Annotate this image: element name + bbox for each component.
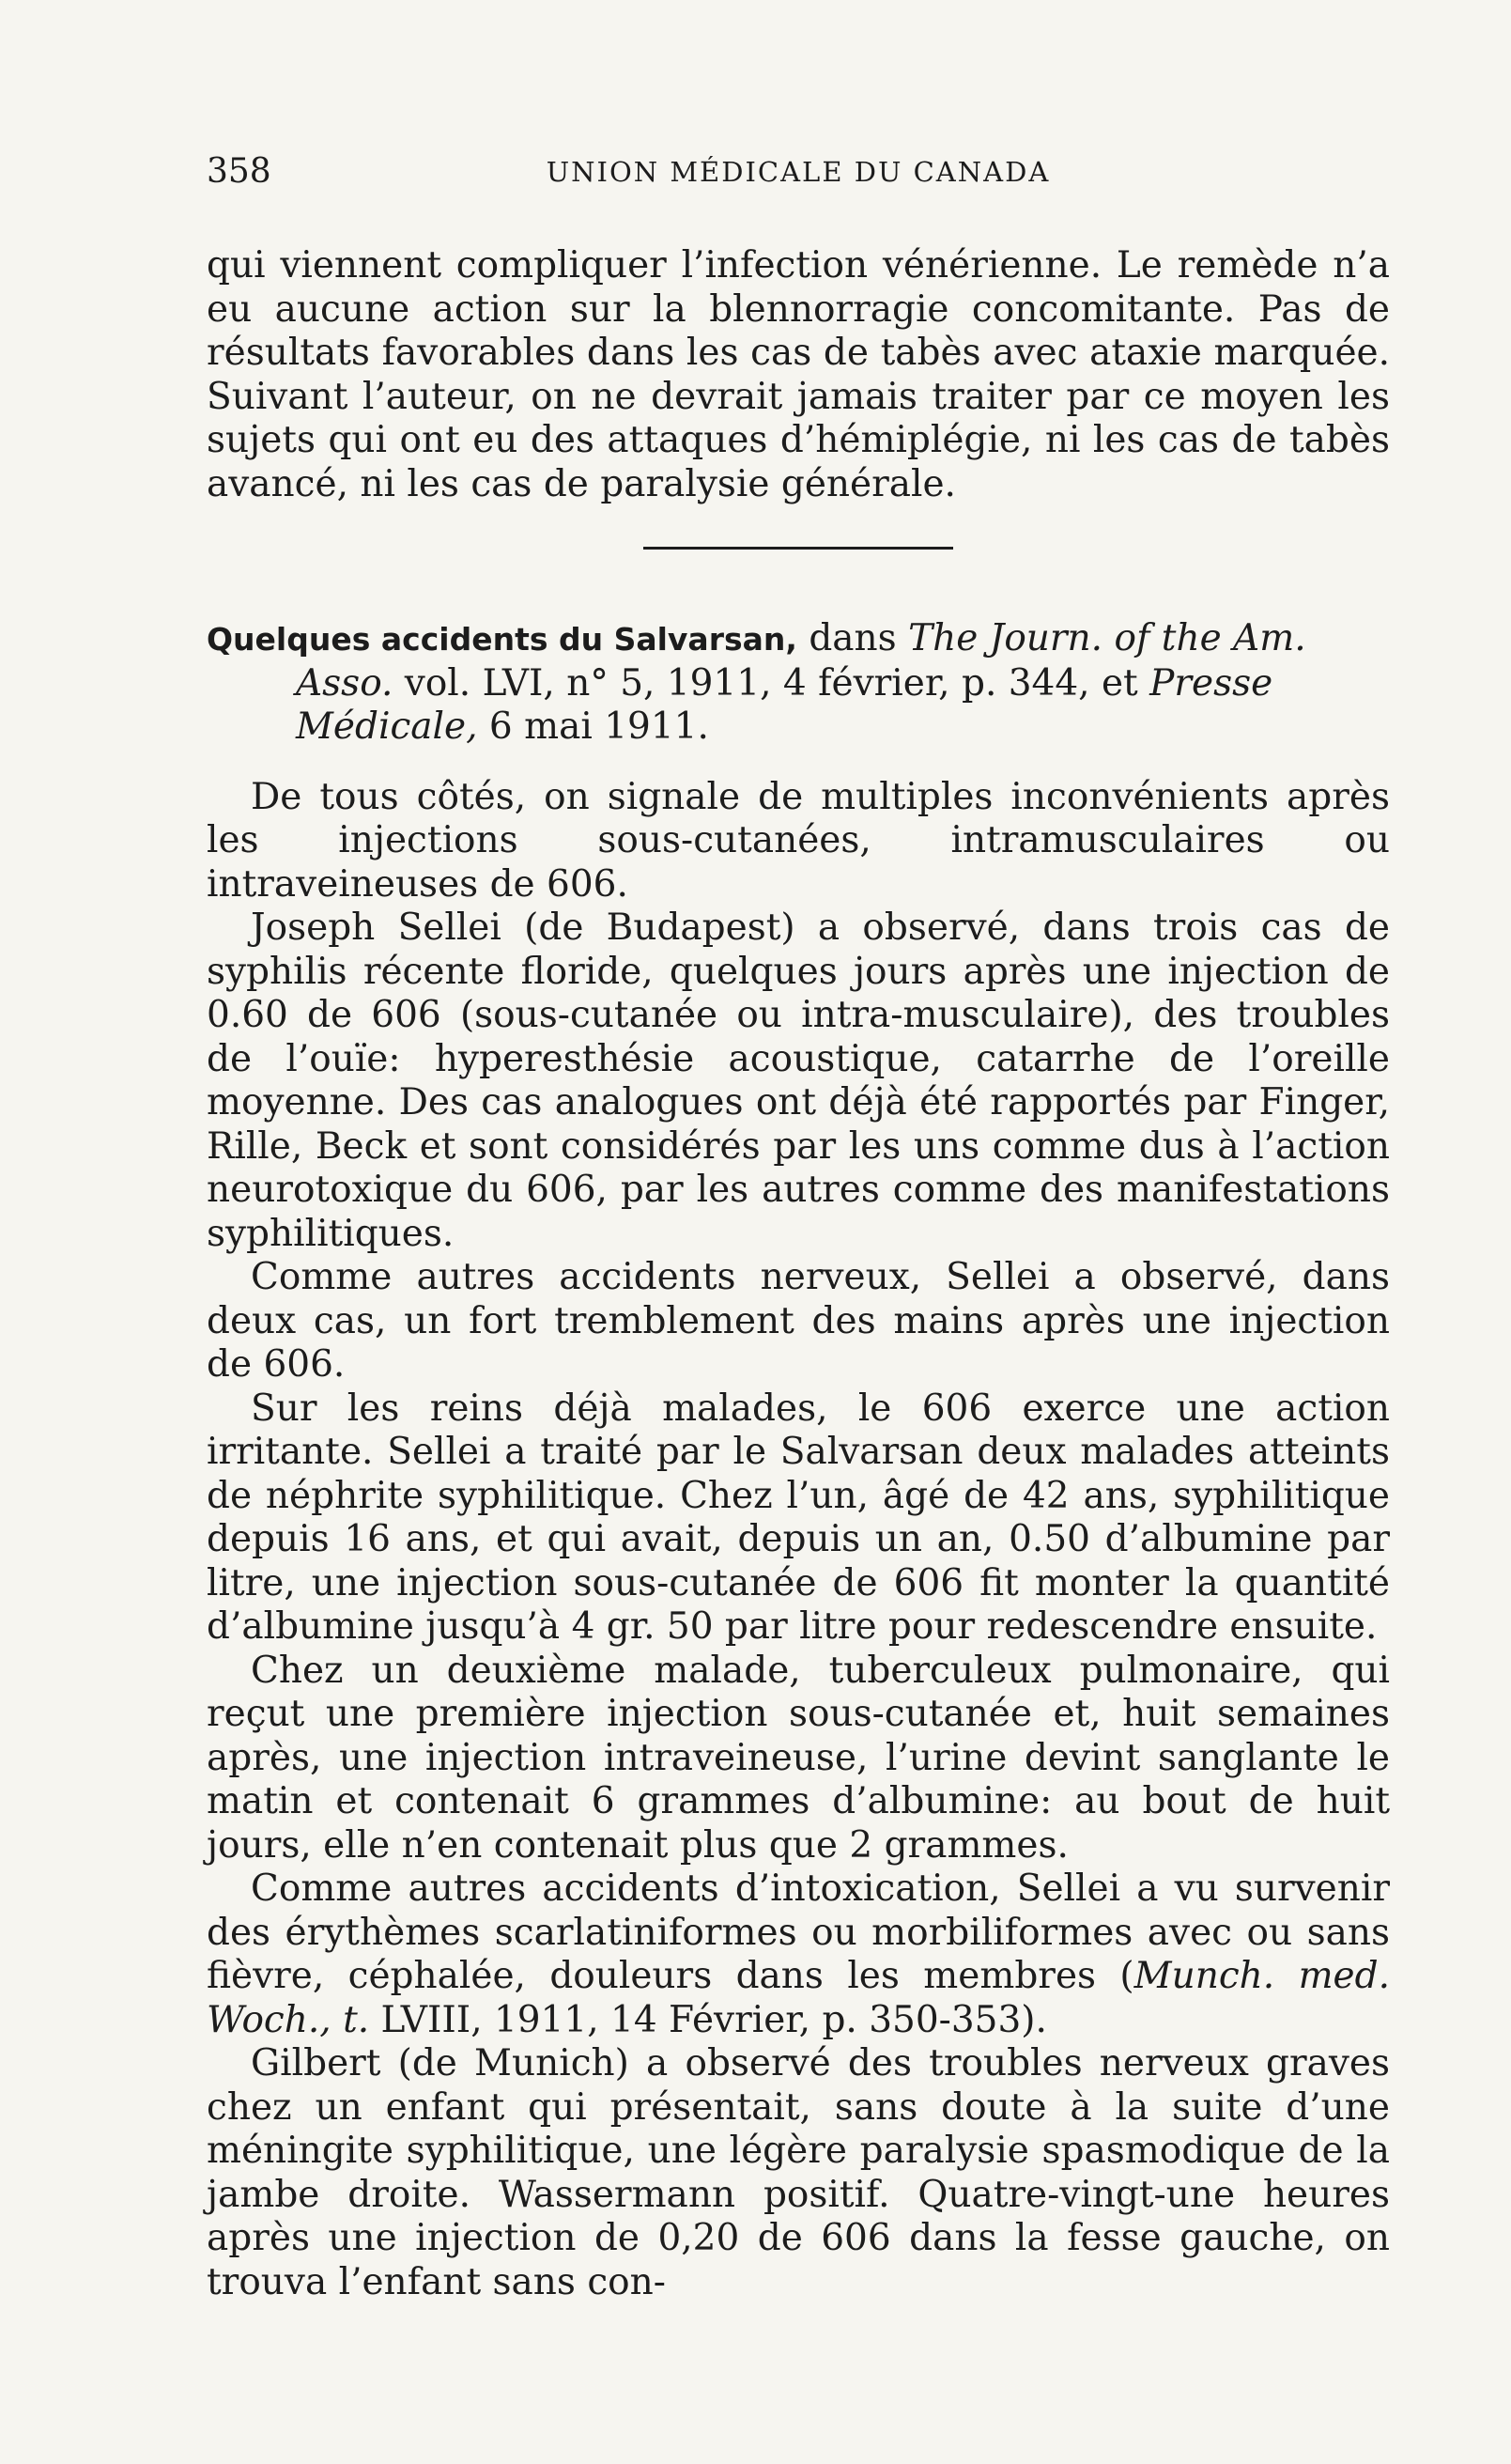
paragraph: Gilbert (de Munich) a observé des troubles nerveux graves chez un enfant qui présentait, sans doute à la suite d’une méningite syphilitique, une légère paralysie spasmodique de la jambe droite. Wassermann positif. Quatre-vingt-une heures après une injection de 0,20 de 606 dans la fesse gauche, on trouva l’enfant sans con- (207, 2042, 1390, 2303)
citation-text: 6 mai 1911. (477, 705, 709, 748)
article-citation (207, 617, 1390, 750)
journal-name: Presse Médicale, (296, 661, 1273, 748)
paragraph: De tous côtés, on signale de multiples inconvénients après les injections sous-cutanées, intramusculaires ou intraveineuses de 606. (207, 775, 1390, 906)
paragraph: Comme autres accidents nerveux, Sellei a observé, dans deux cas, un fort tremblement des mains après une injection de 606. (207, 1256, 1390, 1386)
journal-name: The Journ. of the Am. Asso. (296, 617, 1306, 705)
citation-text: vol. LVI, n° 5, 1911, 4 février, p. 344, et (393, 661, 1150, 705)
page-header (207, 141, 1390, 197)
citation-text: dans (796, 617, 909, 659)
paragraph-text: Comme autres accidents d’intoxication, Sellei a vu survenir des érythèmes scarlatiniformes ou morbiliformes avec ou sans fièvre, céphalée, douleurs dans les membres ( (207, 1867, 1390, 1997)
journal-name: Munch. med. Woch., t. (207, 1955, 1390, 2041)
paragraph-continued: qui viennent compliquer l’infection vénérienne. Le remède n’a eu aucune action sur la blennorragie concomitante. Pas de résultats favorables dans les cas de tabès avec ataxie marquée. Suivant l’auteur, on ne devrait jamais traiter par ce moyen les sujets qui ont eu des attaques d’hémiplégie, ni les cas de tabès avancé, ni les cas de paralysie générale. (207, 244, 1390, 505)
paragraph (207, 1867, 1390, 2042)
page-number: 358 (207, 152, 271, 191)
paragraph: Joseph Sellei (de Budapest) a observé, dans trois cas de syphilis récente floride, quelques jours après une injection de 0.60 de 606 (sous-cutanée ou intra-musculaire), des troubles de l’ouïe: hyperesthésie acoustique, catarrhe de l’oreille moyenne. Des cas analogues ont déjà été rapportés par Finger, Rille, Beck et sont considérés par les uns comme dus à l’action neurotoxique du 606, par les autres comme des manifestations syphilitiques. (207, 907, 1390, 1255)
running-head: UNION MÉDICALE DU CANADA (546, 156, 1051, 188)
paragraph-text: LVIII, 1911, 14 Février, p. 350-353). (369, 1998, 1047, 2041)
article-title: Quelques accidents du Salvarsan, (207, 621, 797, 658)
paragraph: Chez un deuxième malade, tuberculeux pulmonaire, qui reçut une première injection sous-cutanée et, huit semaines après, une injection intraveineuse, l’urine devint sanglante le matin et contenait 6 grammes d’albumine: au bout de huit jours, elle n’en contenait plus que 2 grammes. (207, 1649, 1390, 1867)
document-page (207, 141, 1390, 2304)
section-divider (643, 547, 953, 550)
paragraph: Sur les reins déjà malades, le 606 exerce une action irritante. Sellei a traité par le Salvarsan deux malades atteints de néphrite syphilitique. Chez l’un, âgé de 42 ans, syphilitique depuis 16 ans, et qui avait, depuis un an, 0.50 d’albumine par litre, une injection sous-cutanée de 606 fit monter la quantité d’albumine jusqu’à 4 gr. 50 par litre pour redescendre ensuite. (207, 1387, 1390, 1648)
